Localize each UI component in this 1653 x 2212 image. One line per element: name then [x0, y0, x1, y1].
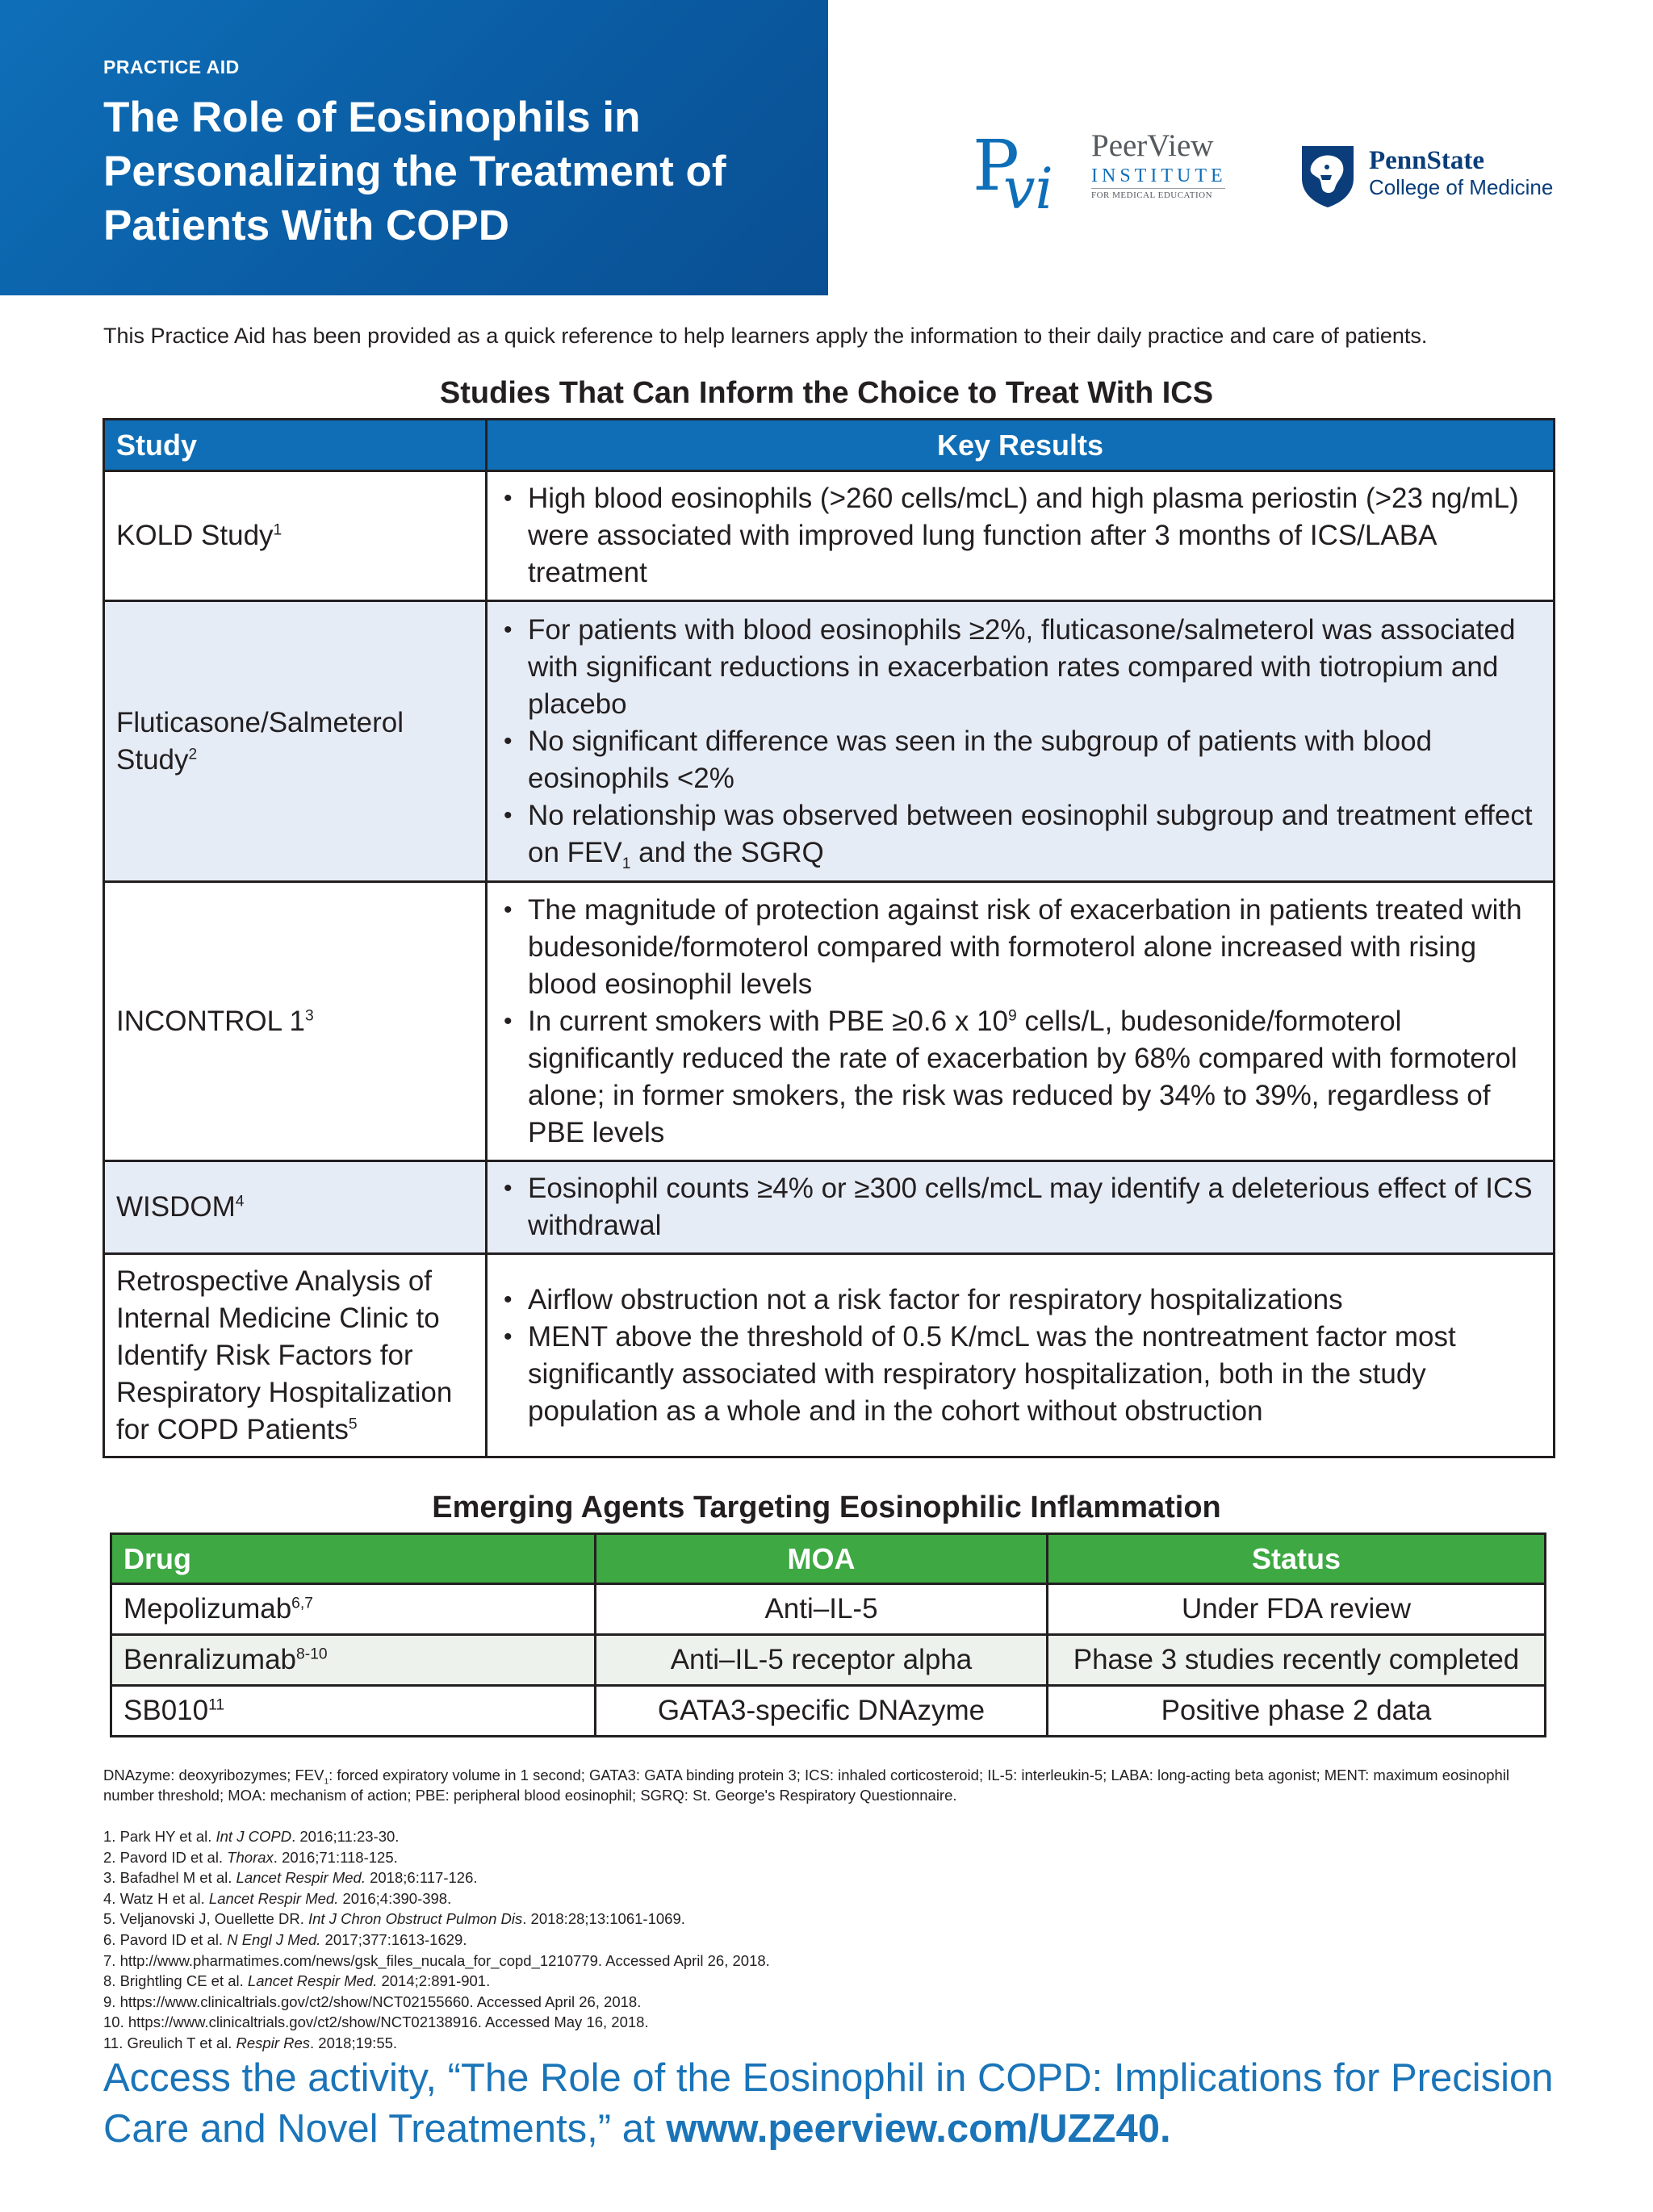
result-bullet: • The magnitude of protection against risk of exacerbation in patients treated with budesonide/formoterol compared with formoterol alone increased with rising blood eosinophil levels — [500, 892, 1540, 1003]
reference-item[interactable]: 7. http://www.pharmatimes.com/news/gsk_files_nucala_for_copd_1210779. Accessed April 26, 2018. — [103, 1951, 770, 1969]
peerview-institute: INSTITUTE — [1091, 165, 1227, 186]
intro-text: This Practice Aid has been provided as a quick reference to help learners apply the information to their daily practice and care of patients. — [103, 324, 1428, 348]
page-title: The Role of Eosinophils in Personalizing the Treatment of Patients With COPD — [103, 94, 726, 249]
study-cell: WISDOM$^4$ — [104, 1161, 487, 1254]
moa-cell: GATA3-specific DNAzyme — [596, 1686, 1048, 1737]
reference-item: 4. Watz H et al. Lancet Respir Med. 2016;4:390-398. — [103, 1889, 452, 1907]
results-cell — [487, 601, 1555, 882]
reference-item: 3. Bafadhel M et al. Lancet Respir Med. 2018;6:117-126. — [103, 1869, 478, 1887]
header-banner — [0, 0, 828, 295]
result-bullet: • In current smokers with PBE ≥0.6 x $10^9$ cells/L, budesonide/formoterol significantly reduced the rate of exacerbation by 68% compared with formoterol alone; in former smokers, the risk was reduced by 34% to 39%, regardless of PBE levels — [500, 1003, 1540, 1152]
reference-item: 8. Brightling CE et al. Lancet Respir Med. 2014;2:891-901. — [103, 1972, 491, 1990]
study-cell: Fluticasone/Salmeterol Study$^2$ — [104, 601, 487, 882]
pennstate-logo — [1299, 141, 1566, 214]
result-bullet: • Airflow obstruction not a risk factor for respiratory hospitalizations — [500, 1282, 1540, 1319]
col-drug-header: Drug — [111, 1534, 596, 1584]
col-status-header: Status — [1048, 1534, 1546, 1584]
reference-item: 11. Greulich T et al. Respir Res. 2018;19:55. — [103, 2034, 398, 2051]
moa-cell: Anti–IL-5 receptor alpha — [596, 1635, 1048, 1686]
reference-item[interactable]: 10. https://www.clinicaltrials.gov/ct2/show/NCT02138916. Accessed May 16, 2018. — [103, 2013, 649, 2031]
result-bullet: • High blood eosinophils (>260 cells/mcL) and high plasma periostin (>23 ng/mL) were associated with improved lung function after 3 months of ICS/LABA treatment — [500, 480, 1540, 592]
table-row — [111, 1584, 1546, 1635]
references-list — [103, 1826, 1556, 2054]
result-bullet: • No significant difference was seen in the subgroup of patients with blood eosinophils <2% — [500, 723, 1540, 797]
peerview-tagline: FOR MEDICAL EDUCATION — [1091, 188, 1225, 200]
table-row — [111, 1635, 1546, 1686]
col-moa-header: MOA — [596, 1534, 1048, 1584]
peerview-logo: P vi PeerView INSTITUTE FOR MEDICAL EDUCATION — [973, 126, 1227, 222]
agents-title: Emerging Agents Targeting Eosinophilic Inflammation — [432, 1491, 1221, 1524]
result-bullet: • For patients with blood eosinophils ≥2%, fluticasone/salmeterol was associated with significant reductions in exacerbation rates compared with tiotropium and placebo — [500, 612, 1540, 723]
table-row — [104, 1254, 1555, 1457]
studies-table — [103, 418, 1555, 1458]
call-to-action — [103, 2053, 1621, 2155]
status-cell: Under FDA review — [1048, 1584, 1546, 1635]
result-bullet: • MENT above the threshold of 0.5 K/mcL was the nontreatment factor most significantly associated with respiratory hospitalization, both in the study population as a whole and in the cohort without obstruction — [500, 1319, 1540, 1430]
col-results-header: Key Results — [487, 420, 1555, 471]
table-row — [104, 471, 1555, 601]
col-study-header: Study — [104, 420, 487, 471]
results-cell — [487, 1254, 1555, 1457]
agents-header-row — [111, 1534, 1546, 1584]
reference-item[interactable]: 9. https://www.clinicaltrials.gov/ct2/show/NCT02155660. Accessed April 26, 2018. — [103, 1992, 642, 2010]
abbreviations: DNAzyme: deoxyribozymes; $FEV_1$: forced expiratory volume in 1 second; GATA3: GATA binding protein 3; ICS: inhaled corticosteroid; IL-5: interleukin-5; LABA: long-acting beta agonist; MENT: maximum eosinophil number threshold; MOA: mechanism of action; PBE: peripheral blood eosinophil; SGRQ: St. George's Respiratory Questionnaire. — [103, 1767, 1510, 1804]
result-bullet: • No relationship was observed between eosinophil subgroup and treatment effect on $FEV_1$ and the SGRQ — [500, 797, 1540, 872]
agents-table — [110, 1533, 1546, 1737]
results-cell — [487, 882, 1555, 1161]
study-cell: KOLD Study$^1$ — [104, 471, 487, 601]
table-row — [104, 1161, 1555, 1254]
reference-item: 6. Pavord ID et al. N Engl J Med. 2017;377:1613-1629. — [103, 1930, 467, 1948]
reference-item: 5. Veljanovski J, Ouellette DR. Int J Chron Obstruct Pulmon Dis. 2018:28;13:1061-1069. — [103, 1910, 685, 1928]
peerview-name: PeerView — [1091, 128, 1214, 163]
study-cell: INCONTROL $1^3$ — [104, 882, 487, 1161]
pennstate-college: College of Medicine — [1369, 175, 1554, 199]
table-row — [104, 601, 1555, 882]
studies-title: Studies That Can Inform the Choice to Treat With ICS — [439, 376, 1214, 410]
drug-cell: $SB010^{11}$ — [111, 1686, 596, 1737]
reference-item: 1. Park HY et al. Int J COPD. 2016;11:23-30. — [103, 1828, 400, 1845]
practice-aid-label: PRACTICE AID — [103, 56, 240, 77]
nittany-lion-shield-icon — [1299, 143, 1356, 209]
result-bullet: • Eosinophil counts ≥4% or ≥300 cells/mcL may identify a deleterious effect of ICS withdrawal — [500, 1170, 1540, 1244]
table-row — [111, 1686, 1546, 1737]
cta-text: Access the activity, “The Role of the Eosinophil in COPD: Implications for Precision Care and Novel Treatments,” at — [103, 2056, 1554, 2151]
results-cell — [487, 1161, 1555, 1254]
pennstate-name: PennState — [1369, 146, 1484, 175]
drug-cell: Benralizumab$^{8-10}$ — [111, 1635, 596, 1686]
table-row — [104, 882, 1555, 1161]
study-cell: Retrospective Analysis of Internal Medicine Clinic to Identify Risk Factors for Respiratory Hospitalization for COPD Patients$^5$ — [104, 1254, 487, 1457]
status-cell: Positive phase 2 data — [1048, 1686, 1546, 1737]
status-cell: Phase 3 studies recently completed — [1048, 1635, 1546, 1686]
cta-link[interactable]: www.peerview.com/UZZ40. — [666, 2107, 1171, 2151]
moa-cell: Anti–IL-5 — [596, 1584, 1048, 1635]
studies-header-row — [104, 420, 1555, 471]
reference-item: 2. Pavord ID et al. Thorax. 2016;71:118-125. — [103, 1848, 398, 1866]
results-cell — [487, 471, 1555, 601]
drug-cell: Mepolizumab$^{6,7}$ — [111, 1584, 596, 1635]
